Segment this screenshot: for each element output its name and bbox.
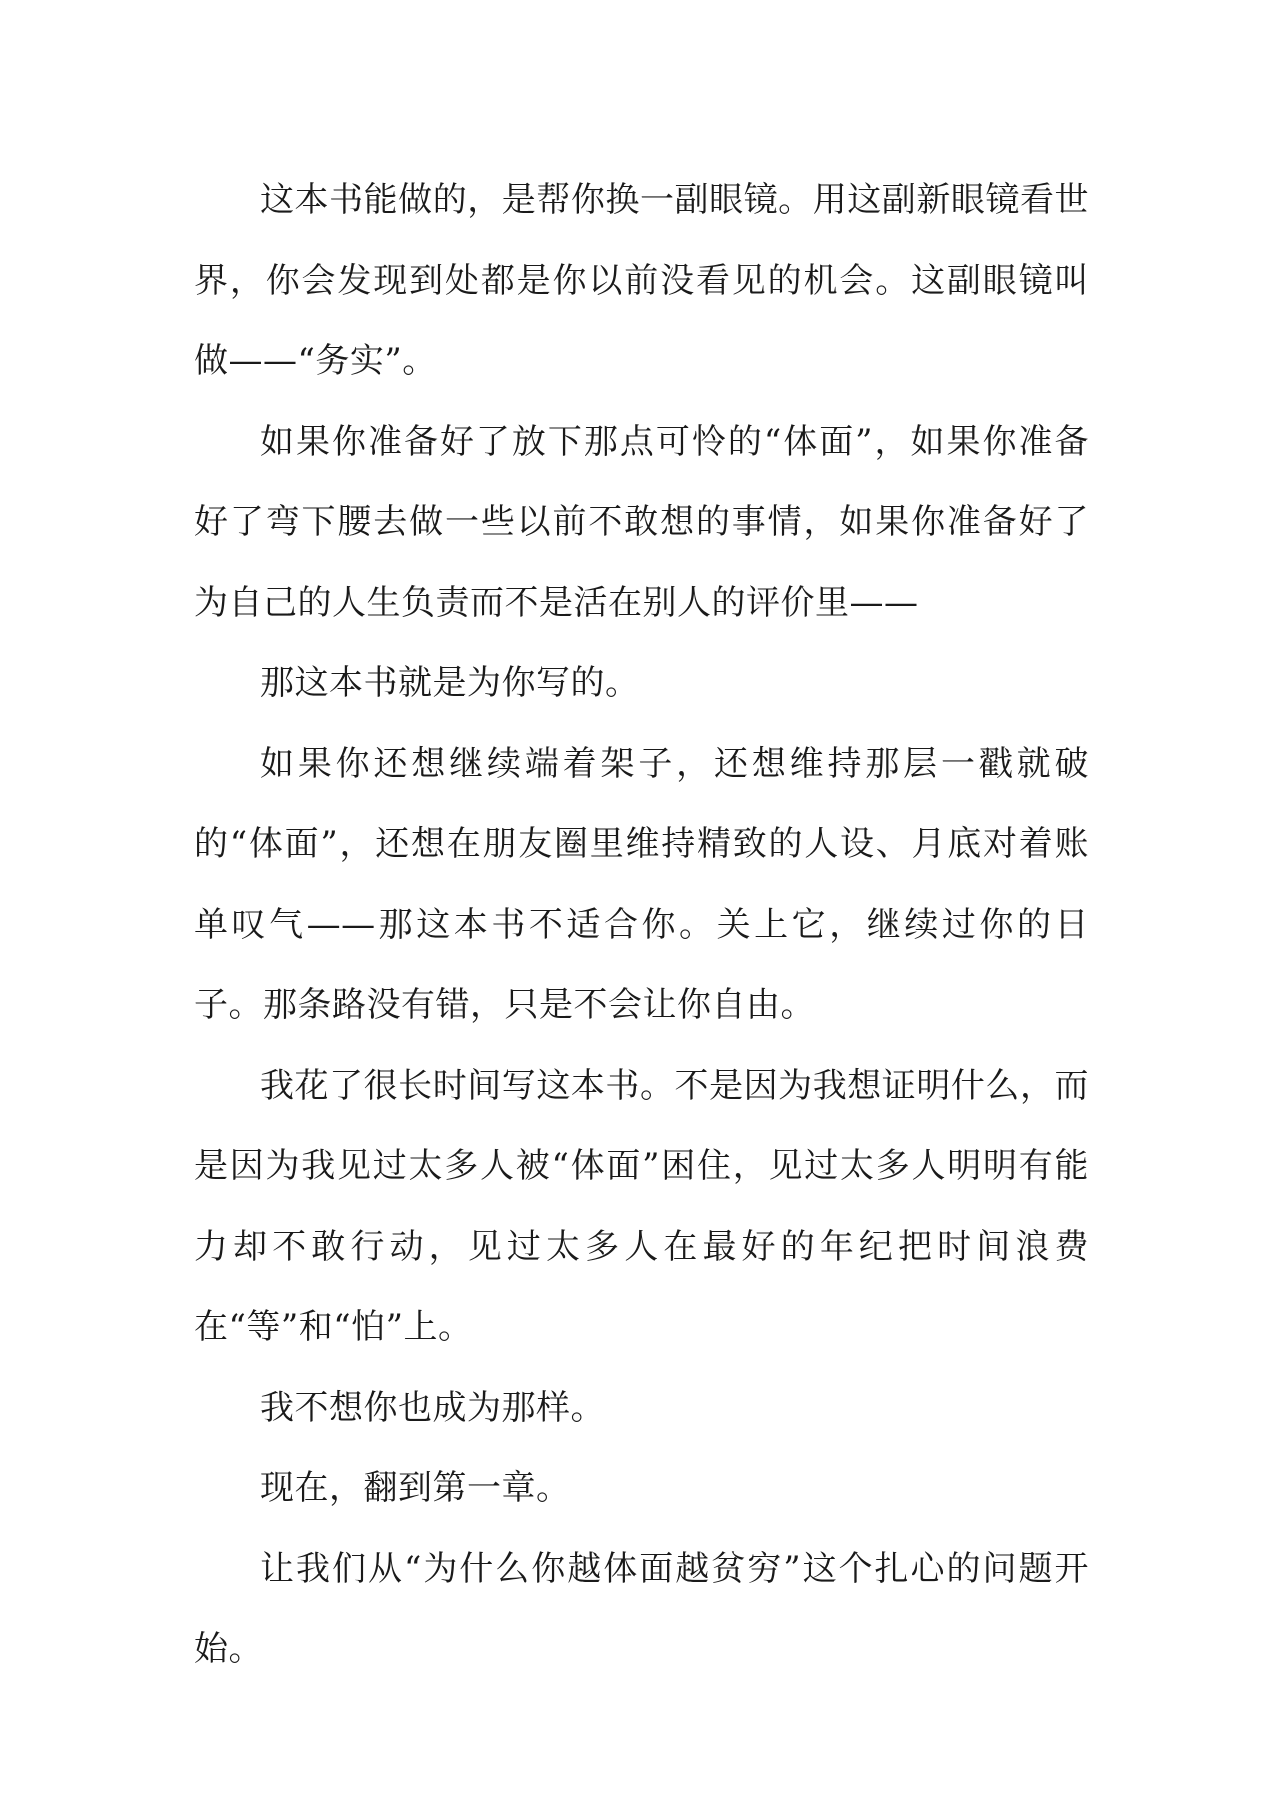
paragraph-6: 我不想你也成为那样。 [260, 1387, 605, 1428]
paragraph-7: 现在，翻到第一章。 [260, 1468, 571, 1508]
paragraph-3: 那这本书就是为你写的。 [260, 663, 640, 703]
paragraph-4: 如果你还想继续端着架子，还想维持那层一戳就破的“体面”，还想在朋友圈里维持精致的人设、月底对着账单叹气——那这本书不适合你。关上它，继续过你的日子。那条路没有错，只是不会让你自由。 [194, 743, 1089, 1025]
paragraph-5: 我花了很长时间写这本书。不是因为我想证明什么，而是因为我见过太多人被“体面”困住，见过太多人明明有能力却不敢行动，见过太多人在最好的年纪把时间浪费在“等”和“怕”上。 [194, 1065, 1089, 1347]
paragraph-8: 让我们从“为什么你越体面越贫穷”这个扎心的问题开始。 [194, 1548, 1089, 1669]
paragraph-1: 这本书能做的，是帮你换一副眼镜。用这副新眼镜看世界，你会发现到处都是你以前没看见的机会。这副眼镜叫做——“务实”。 [194, 180, 1089, 381]
paragraph-2: 如果你准备好了放下那点可怜的“体面”，如果你准备好了弯下腰去做一些以前不敢想的事情，如果你准备好了为自己的人生负责而不是活在别人的评价里—— [194, 421, 1089, 623]
body-text [194, 160, 1089, 1690]
